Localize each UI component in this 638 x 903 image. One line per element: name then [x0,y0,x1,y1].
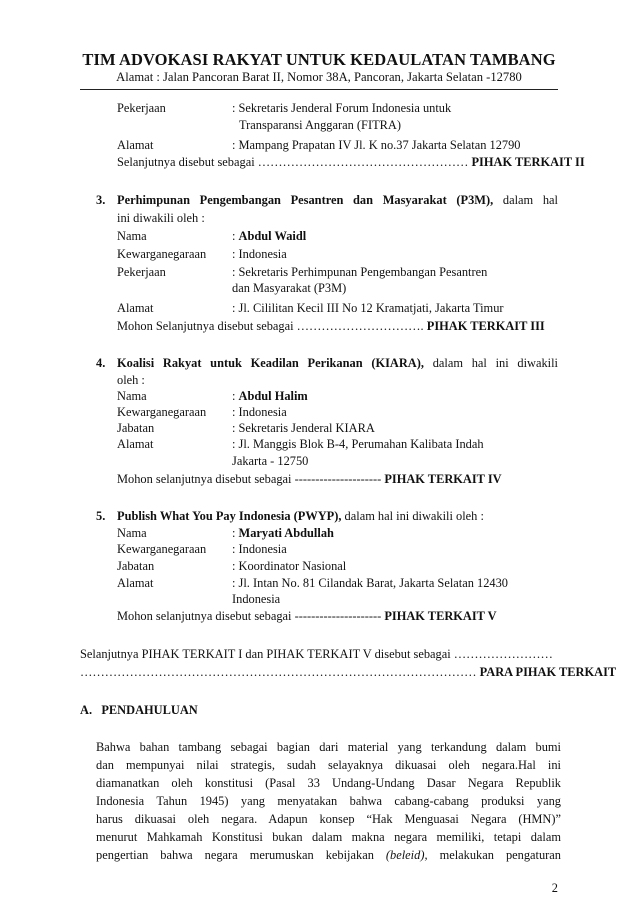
party5-number: 5. [96,509,106,523]
party5-alamat-label: Alamat [117,576,154,590]
party4-nama-label: Nama [117,389,147,403]
party5-nama-value [232,525,334,541]
party4-kewarganegaraan-value: : Indonesia [232,405,287,419]
party4-alamat-value: : Jl. Manggis Blok B-4, Perumahan Kalibata Indah [232,437,484,451]
party5-kewarganegaraan-value: : Indonesia [232,542,287,556]
party3-number: 3. [96,193,106,207]
paragraph-line-3: diamanatkan oleh konstitusi (Pasal 33 Undang-Undang Dasar Negara Republik [96,776,561,790]
party5-representative-name: Maryati Abdullah [238,526,334,540]
party2-pekerjaan-value: : Sekretaris Jenderal Forum Indonesia untuk [232,101,452,115]
paragraph-line-7-start: pengertian bahwa negara merumuskan kebijakan [96,848,386,862]
party3-nama-prefix: : [232,229,239,243]
party4-nama-prefix: : [232,389,239,403]
party5-kewarganegaraan-label: Kewarganegaraan [117,542,207,556]
party5-nama-label: Nama [117,526,147,540]
party2-closing [117,154,585,170]
party5-jabatan-value: : Koordinator Nasional [232,559,347,573]
paragraph-line-6: menurut Mahkamah Konstitusi bukan dalam makna negara memiliki, tetapi dalam [96,830,561,844]
paragraph-line-2: dan mempunyai nilai strategis, sudah selayaknya dikuasai oleh negara.Hal ini [96,758,561,772]
summary-collective-designation: PARA PIHAK TERKAIT [479,665,617,679]
party2-designation: PIHAK TERKAIT II [471,155,585,169]
party3-alamat-label: Alamat [117,301,154,315]
paragraph-line-5: harus dikuasai oleh negara. Adapun konsep “Hak Menguasai Negara (HMN)” [96,812,561,826]
party4-number: 4. [96,356,106,370]
party5-closing-text: Mohon selanjutnya disebut sebagai --------------------- [117,609,385,623]
paragraph-line-4: Indonesia Tahun 1945) yang menyatakan bahwa cabang-cabang produksi yang [96,794,561,808]
party3-organization: Perhimpunan Pengembangan Pesantren dan Masyarakat (P3M), [117,193,494,207]
party2-alamat-label: Alamat [117,138,154,152]
party2-closing-text: Selanjutnya disebut sebagai …………………………………………… [117,155,472,169]
party5-jabatan-label: Jabatan [117,559,155,573]
party2-pekerjaan-value-cont: Transparansi Anggaran (FITRA) [239,118,401,132]
party4-name-line-rest: dalam hal ini diwakili [423,356,558,370]
party3-represented-by: ini diwakili oleh : [117,211,205,225]
party3-nama-value [232,228,306,244]
party5-alamat-value-cont: Indonesia [232,592,281,606]
party4-nama-value [232,388,308,404]
letterhead-divider [80,89,558,90]
paragraph-line-7-end: melakukan pengaturan [427,848,561,862]
party4-name-line [117,355,558,371]
party3-designation: PIHAK TERKAIT III [426,319,545,333]
party3-closing [117,318,545,334]
section-heading: A. PENDAHULUAN [80,703,198,717]
party4-jabatan-label: Jabatan [117,421,155,435]
party5-organization: Publish What You Pay Indonesia (PWYP), [117,509,342,523]
party4-closing [117,471,502,487]
paragraph-line-1: Bahwa bahan tambang sebagai bagian dari material yang terkandung dalam bumi [96,740,561,754]
party5-name-line-rest: dalam hal ini diwakili oleh : [341,509,484,523]
party4-kewarganegaraan-label: Kewarganegaraan [117,405,207,419]
party2-pekerjaan-label: Pekerjaan [117,101,166,115]
letterhead-address: Alamat : Jalan Pancoran Barat II, Nomor 38A, Pancoran, Jakarta Selatan -12780 [116,70,522,84]
party3-pekerjaan-value-cont: dan Masyarakat (P3M) [232,281,347,295]
party5-name-line [117,508,484,524]
summary-line-cont [80,664,616,680]
party3-closing-text: Mohon Selanjutnya disebut sebagai …………………………. [117,319,427,333]
party4-designation: PIHAK TERKAIT IV [384,472,502,486]
party3-pekerjaan-label: Pekerjaan [117,265,166,279]
party3-kewarganegaraan-value: : Indonesia [232,247,287,261]
paragraph-italic-term: (beleid), [385,848,428,862]
paragraph-line-7 [96,847,561,863]
party5-alamat-value: : Jl. Intan No. 81 Cilandak Barat, Jakarta Selatan 12430 [232,576,508,590]
party3-alamat-value: : Jl. Cililitan Kecil III No 12 Kramatjati, Jakarta Timur [232,301,504,315]
page-number: 2 [551,881,558,895]
party4-alamat-label: Alamat [117,437,154,451]
party3-nama-label: Nama [117,229,147,243]
party2-alamat-value: : Mampang Prapatan IV Jl. K no.37 Jakarta Selatan 12790 [232,138,521,152]
party3-name-line-rest: dalam hal [493,193,559,207]
party5-closing [117,608,497,624]
party4-represented-by: oleh : [117,373,145,387]
party3-kewarganegaraan-label: Kewarganegaraan [117,247,207,261]
party4-closing-text: Mohon selanjutnya disebut sebagai --------------------- [117,472,385,486]
party5-designation: PIHAK TERKAIT V [384,609,497,623]
party4-organization: Koalisi Rakyat untuk Keadilan Perikanan (KIARA), [117,356,424,370]
letterhead-title: TIM ADVOKASI RAKYAT UNTUK KEDAULATAN TAMBANG [82,50,556,69]
party3-pekerjaan-value: : Sekretaris Perhimpunan Pengembangan Pesantren [232,265,488,279]
party4-jabatan-value: : Sekretaris Jenderal KIARA [232,421,375,435]
summary-dots: …………………………………………………………………………………… [80,665,480,679]
party3-representative-name: Abdul Waidl [238,229,307,243]
party5-nama-prefix: : [232,526,239,540]
party3-name-line [117,192,558,208]
party4-alamat-value-cont: Jakarta - 12750 [232,454,309,468]
party4-representative-name: Abdul Halim [238,389,308,403]
summary-line: Selanjutnya PIHAK TERKAIT I dan PIHAK TERKAIT V disebut sebagai …………………… [80,647,553,661]
